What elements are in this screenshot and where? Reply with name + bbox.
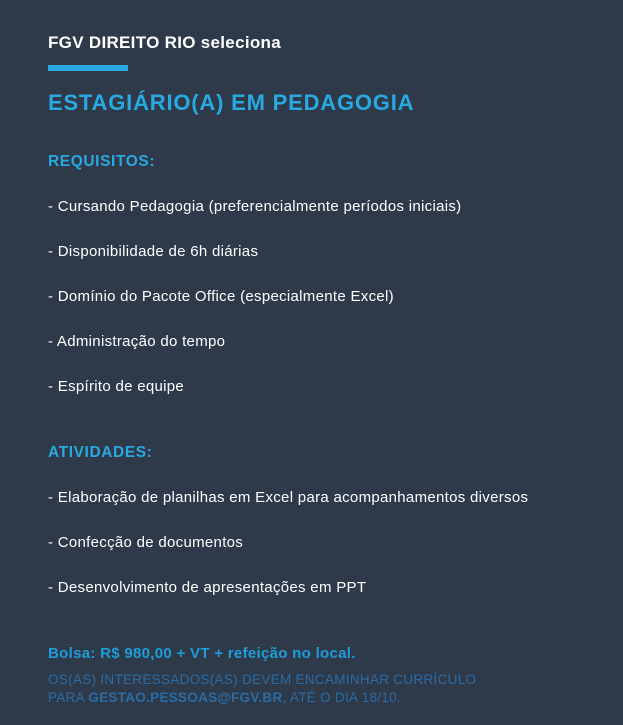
list-item: - Domínio do Pacote Office (especialmente Excel) [48, 288, 394, 305]
requirements-heading: REQUISITOS: [48, 153, 156, 170]
list-item: - Espírito de equipe [48, 378, 185, 395]
activities-section [48, 444, 579, 597]
page-title: ESTAGIÁRIO(A) EM PEDAGOGIA [48, 90, 415, 115]
requirements-section [48, 153, 579, 396]
list-item: - Administração do tempo [48, 333, 226, 350]
list-item: - Confecção de documentos [48, 534, 244, 551]
cta-line1: OS(AS) INTERESSADOS(AS) DEVEM ENCAMINHAR CURRÍCULO [48, 672, 477, 687]
email-text: GESTAO.PESSOAS@FGV.BR [88, 690, 283, 705]
footer [48, 645, 579, 707]
list-item: - Disponibilidade de 6h diárias [48, 243, 259, 260]
scholarship-text: Bolsa: R$ 980,00 + VT + refeição no local. [48, 645, 356, 662]
requirements-list [48, 198, 579, 396]
cta-suffix: , ATÉ O DIA 18/10. [282, 690, 402, 705]
cta-prefix: PARA [48, 690, 89, 705]
activities-heading: ATIVIDADES: [48, 444, 153, 461]
list-item: - Cursando Pedagogia (preferencialmente períodos iniciais) [48, 198, 462, 215]
list-item: - Elaboração de planilhas em Excel para acompanhamentos diversos [48, 489, 529, 506]
activities-list [48, 489, 579, 597]
cta-text [48, 671, 579, 707]
list-item: - Desenvolvimento de apresentações em PPT [48, 579, 367, 596]
accent-divider [48, 65, 128, 71]
page-kicker: FGV DIREITO RIO seleciona [48, 33, 281, 52]
